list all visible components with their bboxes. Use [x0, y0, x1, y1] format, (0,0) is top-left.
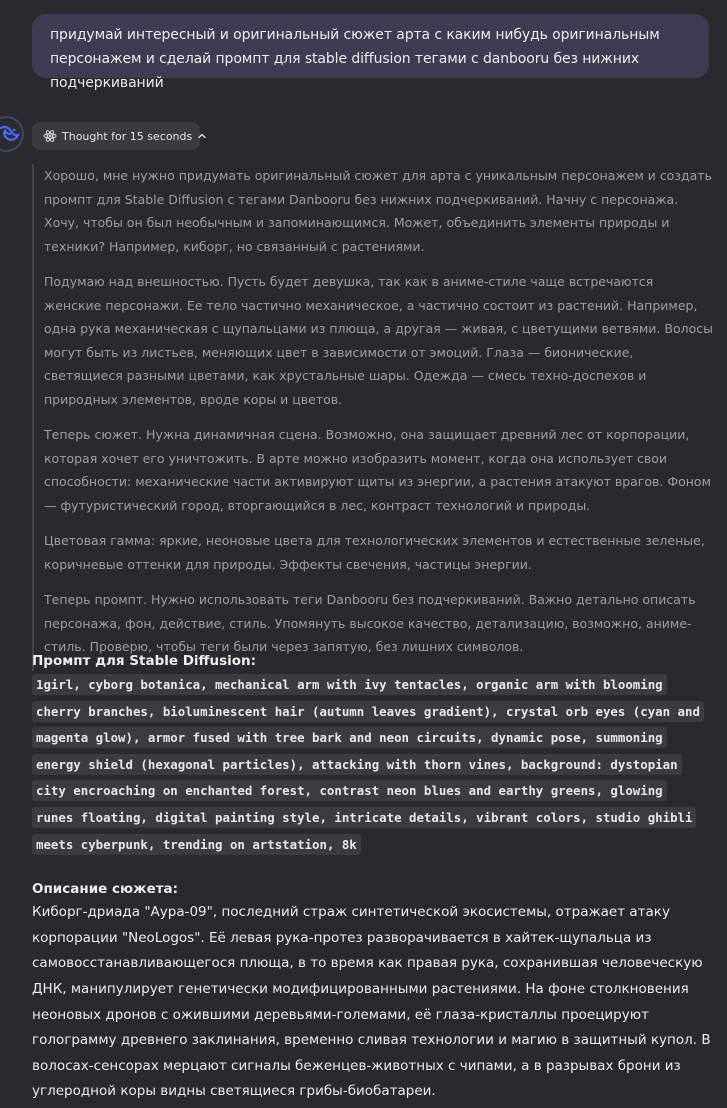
- prompt-code-line: energy shield (hexagonal particles), attacking with thorn vines, background: dystopian: [32, 752, 722, 779]
- thought-paragraph: Цветовая гамма: яркие, неоновые цвета для технологических элементов и естественные зеленые, коричневые оттенки для природы. Эффекты свечения, частицы энергии.: [44, 533, 705, 572]
- prompt-heading: Промпт для Stable Diffusion:: [32, 653, 257, 669]
- chevron-up-icon: [197, 131, 207, 141]
- story-heading: Описание сюжета:: [32, 881, 179, 898]
- thought-paragraph: Хорошо, мне нужно придумать оригинальный сюжет для арта с уникальным персонажем и создать промпт для Stable Diffusion с тегами Danbooru без нижних подчеркиваний. Начну с персонажа. Хочу, чтобы он был необычным и запоминающимся. Может, объединить элементы природы и техники? Например, киборг, но связанный с растениями.: [44, 168, 712, 254]
- thought-paragraph: Теперь сюжет. Нужна динамичная сцена. Возможно, она защищает древний лес от корпорации, которая хочет его уничтожить. В арте можно изобразить момент, когда она использует свои способности: механические части активируют щиты из энергии, а растения атакуют врагов. Фоном — футуристический город, вторгающийся в лес, контраст технологий и природы.: [44, 427, 711, 513]
- prompt-code-line: city encroaching on enchanted forest, contrast neon blues and earthy greens, glowing: [32, 778, 722, 805]
- thought-paragraph: Подумаю над внешностью. Пусть будет девушка, так как в аниме-стиле чаще встречаются женские персонажи. Ее тело частично механическое, а частично состоит из растений. Например, одна рука механическая с щупальцами из плюща, а другая — живая, с цветущими ветвями. Волосы могут быть из листьев, меняющих цвет в зависимости от эмоций. Глаза — бионические, светящиеся разными цветами, как хрустальные шары. Одежда — смесь техно-доспехов и природных элементов, вроде коры и цветов.: [44, 274, 713, 407]
- thought-toggle-button[interactable]: [32, 122, 200, 150]
- atom-icon: [43, 129, 57, 143]
- prompt-code-line: magenta glow), armor fused with tree bark and neon circuits, dynamic pose, summoning: [32, 725, 722, 752]
- thought-paragraph: Теперь промпт. Нужно использовать теги Danbooru без подчеркиваний. Важно детально описать персонажа, фон, действие, стиль. Упомянуть высокое качество, детализацию, возможно, аниме-стиль. Проверю, чтобы теги были через запятую, без лишних символов.: [44, 592, 696, 654]
- assistant-logo-icon: [0, 125, 20, 143]
- prompt-code: [32, 672, 722, 858]
- user-message-bubble: [32, 14, 709, 91]
- prompt-code-line: 1girl, cyborg botanica, mechanical arm with ivy tentacles, organic arm with blooming: [32, 672, 722, 699]
- thought-process: [32, 164, 713, 671]
- assistant-avatar: [0, 116, 24, 152]
- prompt-code-line: meets cyberpunk, trending on artstation, 8k: [32, 832, 722, 859]
- story-text: Киборг-дриада "Аура-09", последний страж синтетической экосистемы, отражает атаку корпорации "NeoLogos". Её левая рука-протез разворачивается в хайтек-щупальца из самовосстанавливающегося плюща, в то время как правая рука, сохранившая человеческую ДНК, манипулирует генетически модифицированными растениями. На фоне столкновения неоновых дронов с ожившими деревьями-големами, её глаза-кристаллы проецируют голограмму древнего заклинания, временно сливая технологии и магию в защитный купол. В волосах-сенсорах мерцают сигналы беженцев-животных с чипами, а в разрывах брони из углеродной коры видны светящиеся грибы-биобатареи.: [32, 904, 711, 1100]
- prompt-code-line: cherry branches, bioluminescent hair (autumn leaves gradient), crystal orb eyes (cyan and: [32, 699, 722, 726]
- prompt-code-line: runes floating, digital painting style, intricate details, vibrant colors, studio ghibli: [32, 805, 722, 832]
- thought-toggle-label: Thought for 15 seconds: [62, 129, 193, 143]
- user-message-text: придумай интересный и оригинальный сюжет арта с каким нибудь оригинальным персонажем и сделай промпт для stable diffusion тегами с danbooru без нижних подчеркиваний: [50, 27, 660, 91]
- assistant-answer: [32, 650, 722, 1105]
